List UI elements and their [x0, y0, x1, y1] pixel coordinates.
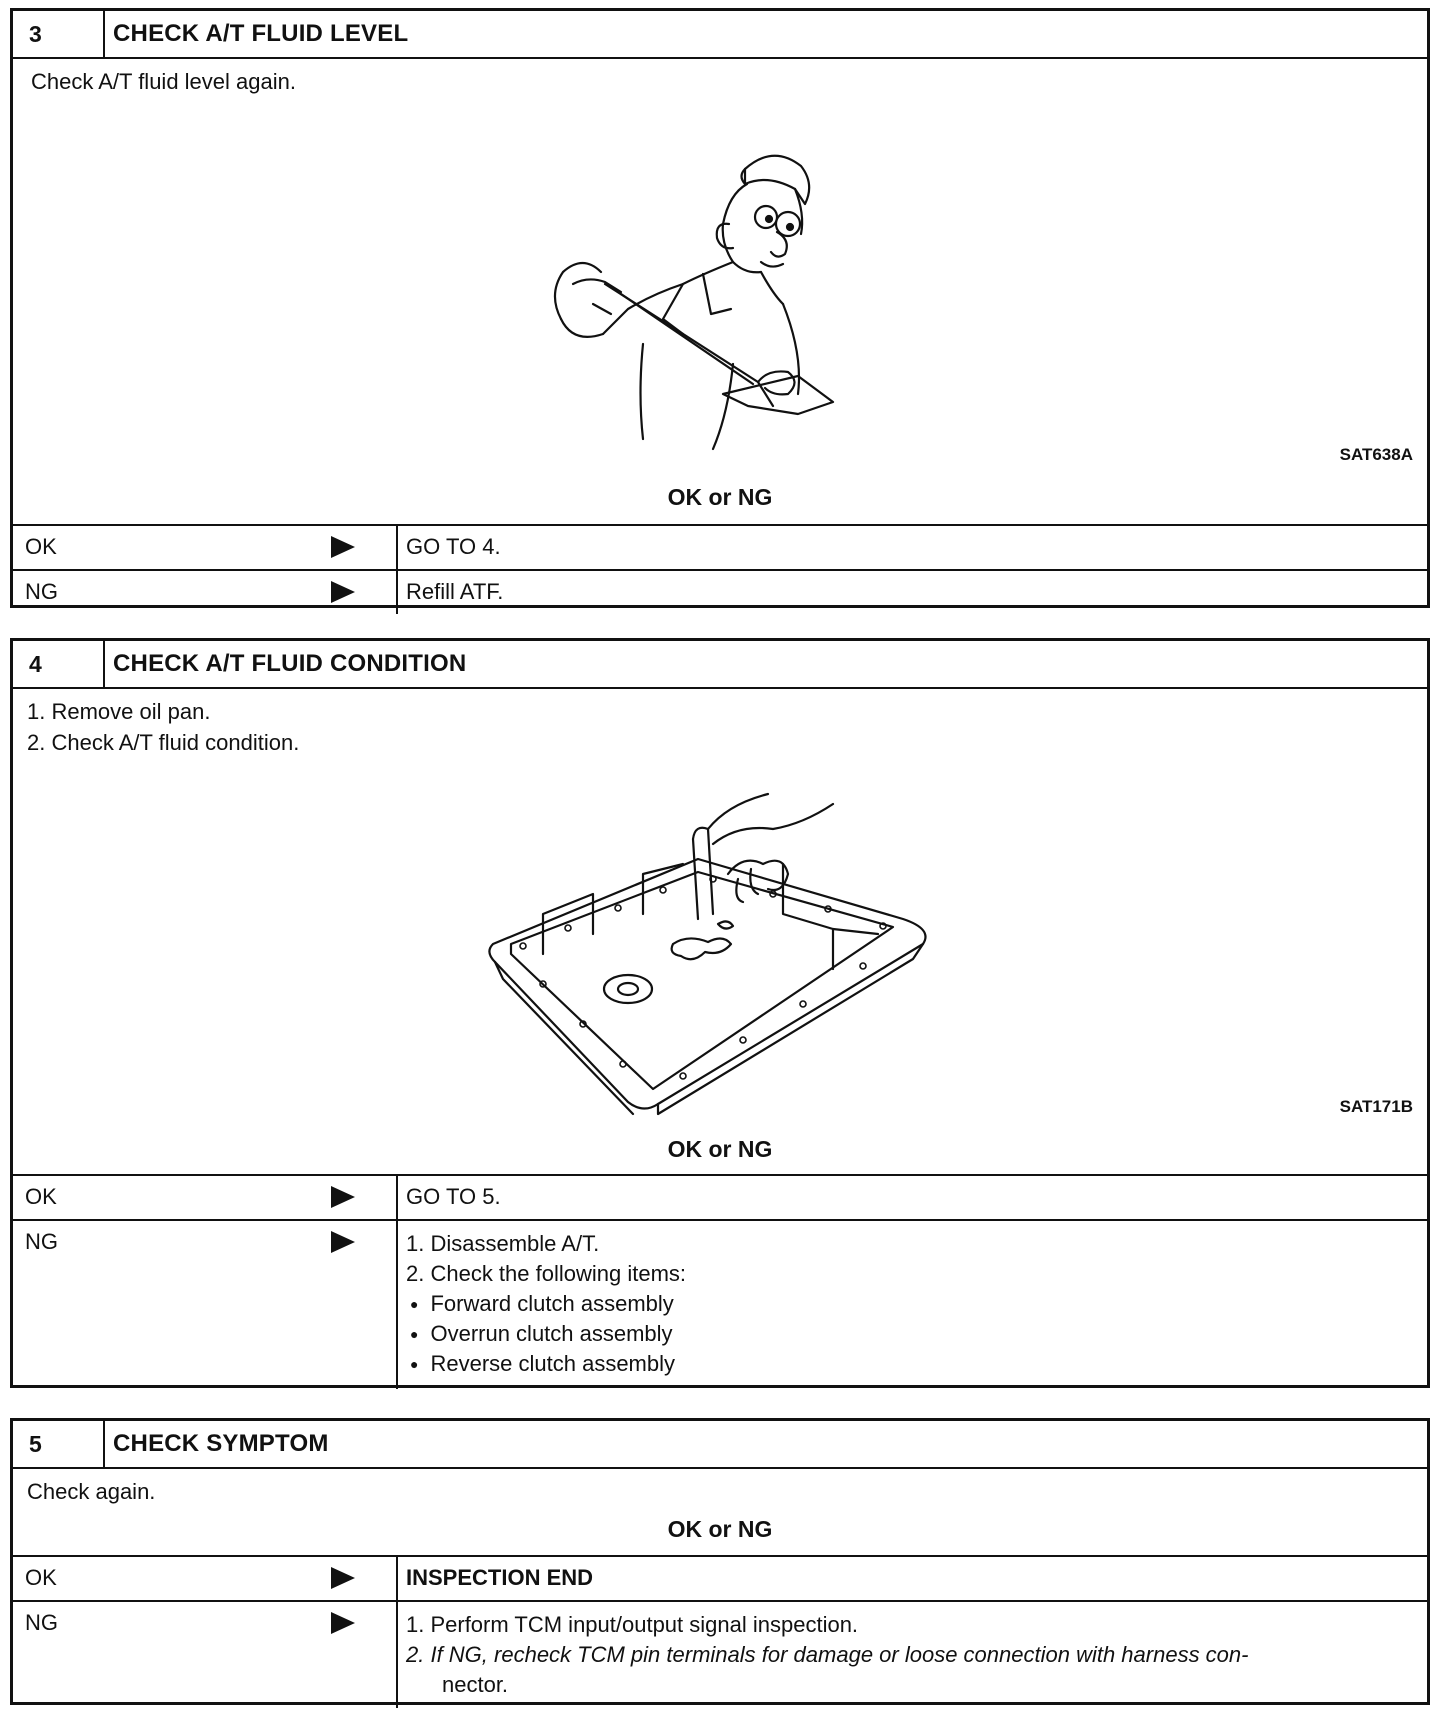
step-5-body	[13, 1469, 1427, 1555]
ng-result: Refill ATF.	[406, 579, 504, 604]
ng-label-cell	[13, 1221, 398, 1389]
ok-result: INSPECTION END	[406, 1565, 594, 1590]
ok-label-cell	[13, 526, 398, 569]
step-number: 5	[13, 1421, 105, 1467]
ok-result: GO TO 5.	[406, 1184, 501, 1209]
ok-label: OK	[25, 1565, 57, 1590]
ok-result: GO TO 4.	[406, 534, 501, 559]
step-title: CHECK A/T FLUID CONDITION	[113, 650, 467, 677]
ok-or-ng-label: OK or NG	[667, 1136, 773, 1162]
step-instruction: Check again.	[27, 1479, 156, 1504]
step-3-header	[13, 11, 1427, 59]
instruction-item: 1. Remove oil pan.	[27, 699, 211, 724]
step-title: CHECK A/T FLUID LEVEL	[113, 20, 409, 47]
ok-label-cell	[13, 1557, 398, 1600]
ng-step-continuation: nector.	[442, 1672, 509, 1697]
figure-code: SAT638A	[1339, 445, 1413, 464]
step-number: 4	[13, 641, 105, 687]
ng-label-cell	[13, 571, 398, 614]
step-3-body	[13, 59, 1427, 524]
arrow-right-icon	[331, 1186, 355, 1208]
ng-row	[13, 1600, 1427, 1708]
arrow-right-icon	[331, 1567, 355, 1589]
ok-label: OK	[25, 1184, 57, 1209]
step-4-box	[10, 638, 1430, 1388]
ok-or-ng-label: OK or NG	[667, 1516, 773, 1542]
mechanic-checking-fluid-illustration	[533, 144, 893, 454]
ng-result	[398, 1221, 1427, 1389]
ng-step: 1. Perform TCM input/output signal inspection.	[406, 1612, 859, 1637]
ok-row	[13, 524, 1427, 569]
ok-row	[13, 1555, 1427, 1600]
ng-check-item: ● Forward clutch assembly	[406, 1289, 1427, 1319]
arrow-right-icon	[331, 581, 355, 603]
instruction-item: 2. Check A/T fluid condition.	[27, 730, 300, 755]
ok-label-cell	[13, 1176, 398, 1219]
step-4-header	[13, 641, 1427, 689]
ng-step: 2. If NG, recheck TCM pin terminals for damage or loose connection with harness con-	[406, 1642, 1249, 1667]
ng-result	[398, 1602, 1427, 1708]
ng-row	[13, 569, 1427, 614]
ng-label: NG	[25, 1610, 58, 1635]
oil-pan-inspection-illustration	[483, 784, 1003, 1124]
arrow-right-icon	[331, 1612, 355, 1634]
ng-row	[13, 1219, 1427, 1389]
arrow-right-icon	[331, 1231, 355, 1253]
ng-label: NG	[25, 579, 58, 604]
step-number: 3	[13, 11, 105, 57]
figure-code: SAT171B	[1339, 1097, 1413, 1116]
ok-or-ng-label: OK or NG	[667, 484, 773, 510]
arrow-right-icon	[331, 536, 355, 558]
ng-step: 1. Disassemble A/T.	[406, 1231, 600, 1256]
ng-label-cell	[13, 1602, 398, 1708]
ng-check-item: ● Overrun clutch assembly	[406, 1319, 1427, 1349]
step-5-box	[10, 1418, 1430, 1705]
step-instruction: Check A/T fluid level again.	[31, 69, 296, 94]
ng-check-item: ● Reverse clutch assembly	[406, 1349, 1427, 1379]
ok-label: OK	[25, 534, 57, 559]
step-title: CHECK SYMPTOM	[113, 1430, 329, 1457]
step-4-body	[13, 689, 1427, 1174]
step-5-header	[13, 1421, 1427, 1469]
ng-label: NG	[25, 1229, 58, 1254]
step-3-box	[10, 8, 1430, 608]
ng-step: 2. Check the following items:	[406, 1261, 687, 1286]
ok-row	[13, 1174, 1427, 1219]
